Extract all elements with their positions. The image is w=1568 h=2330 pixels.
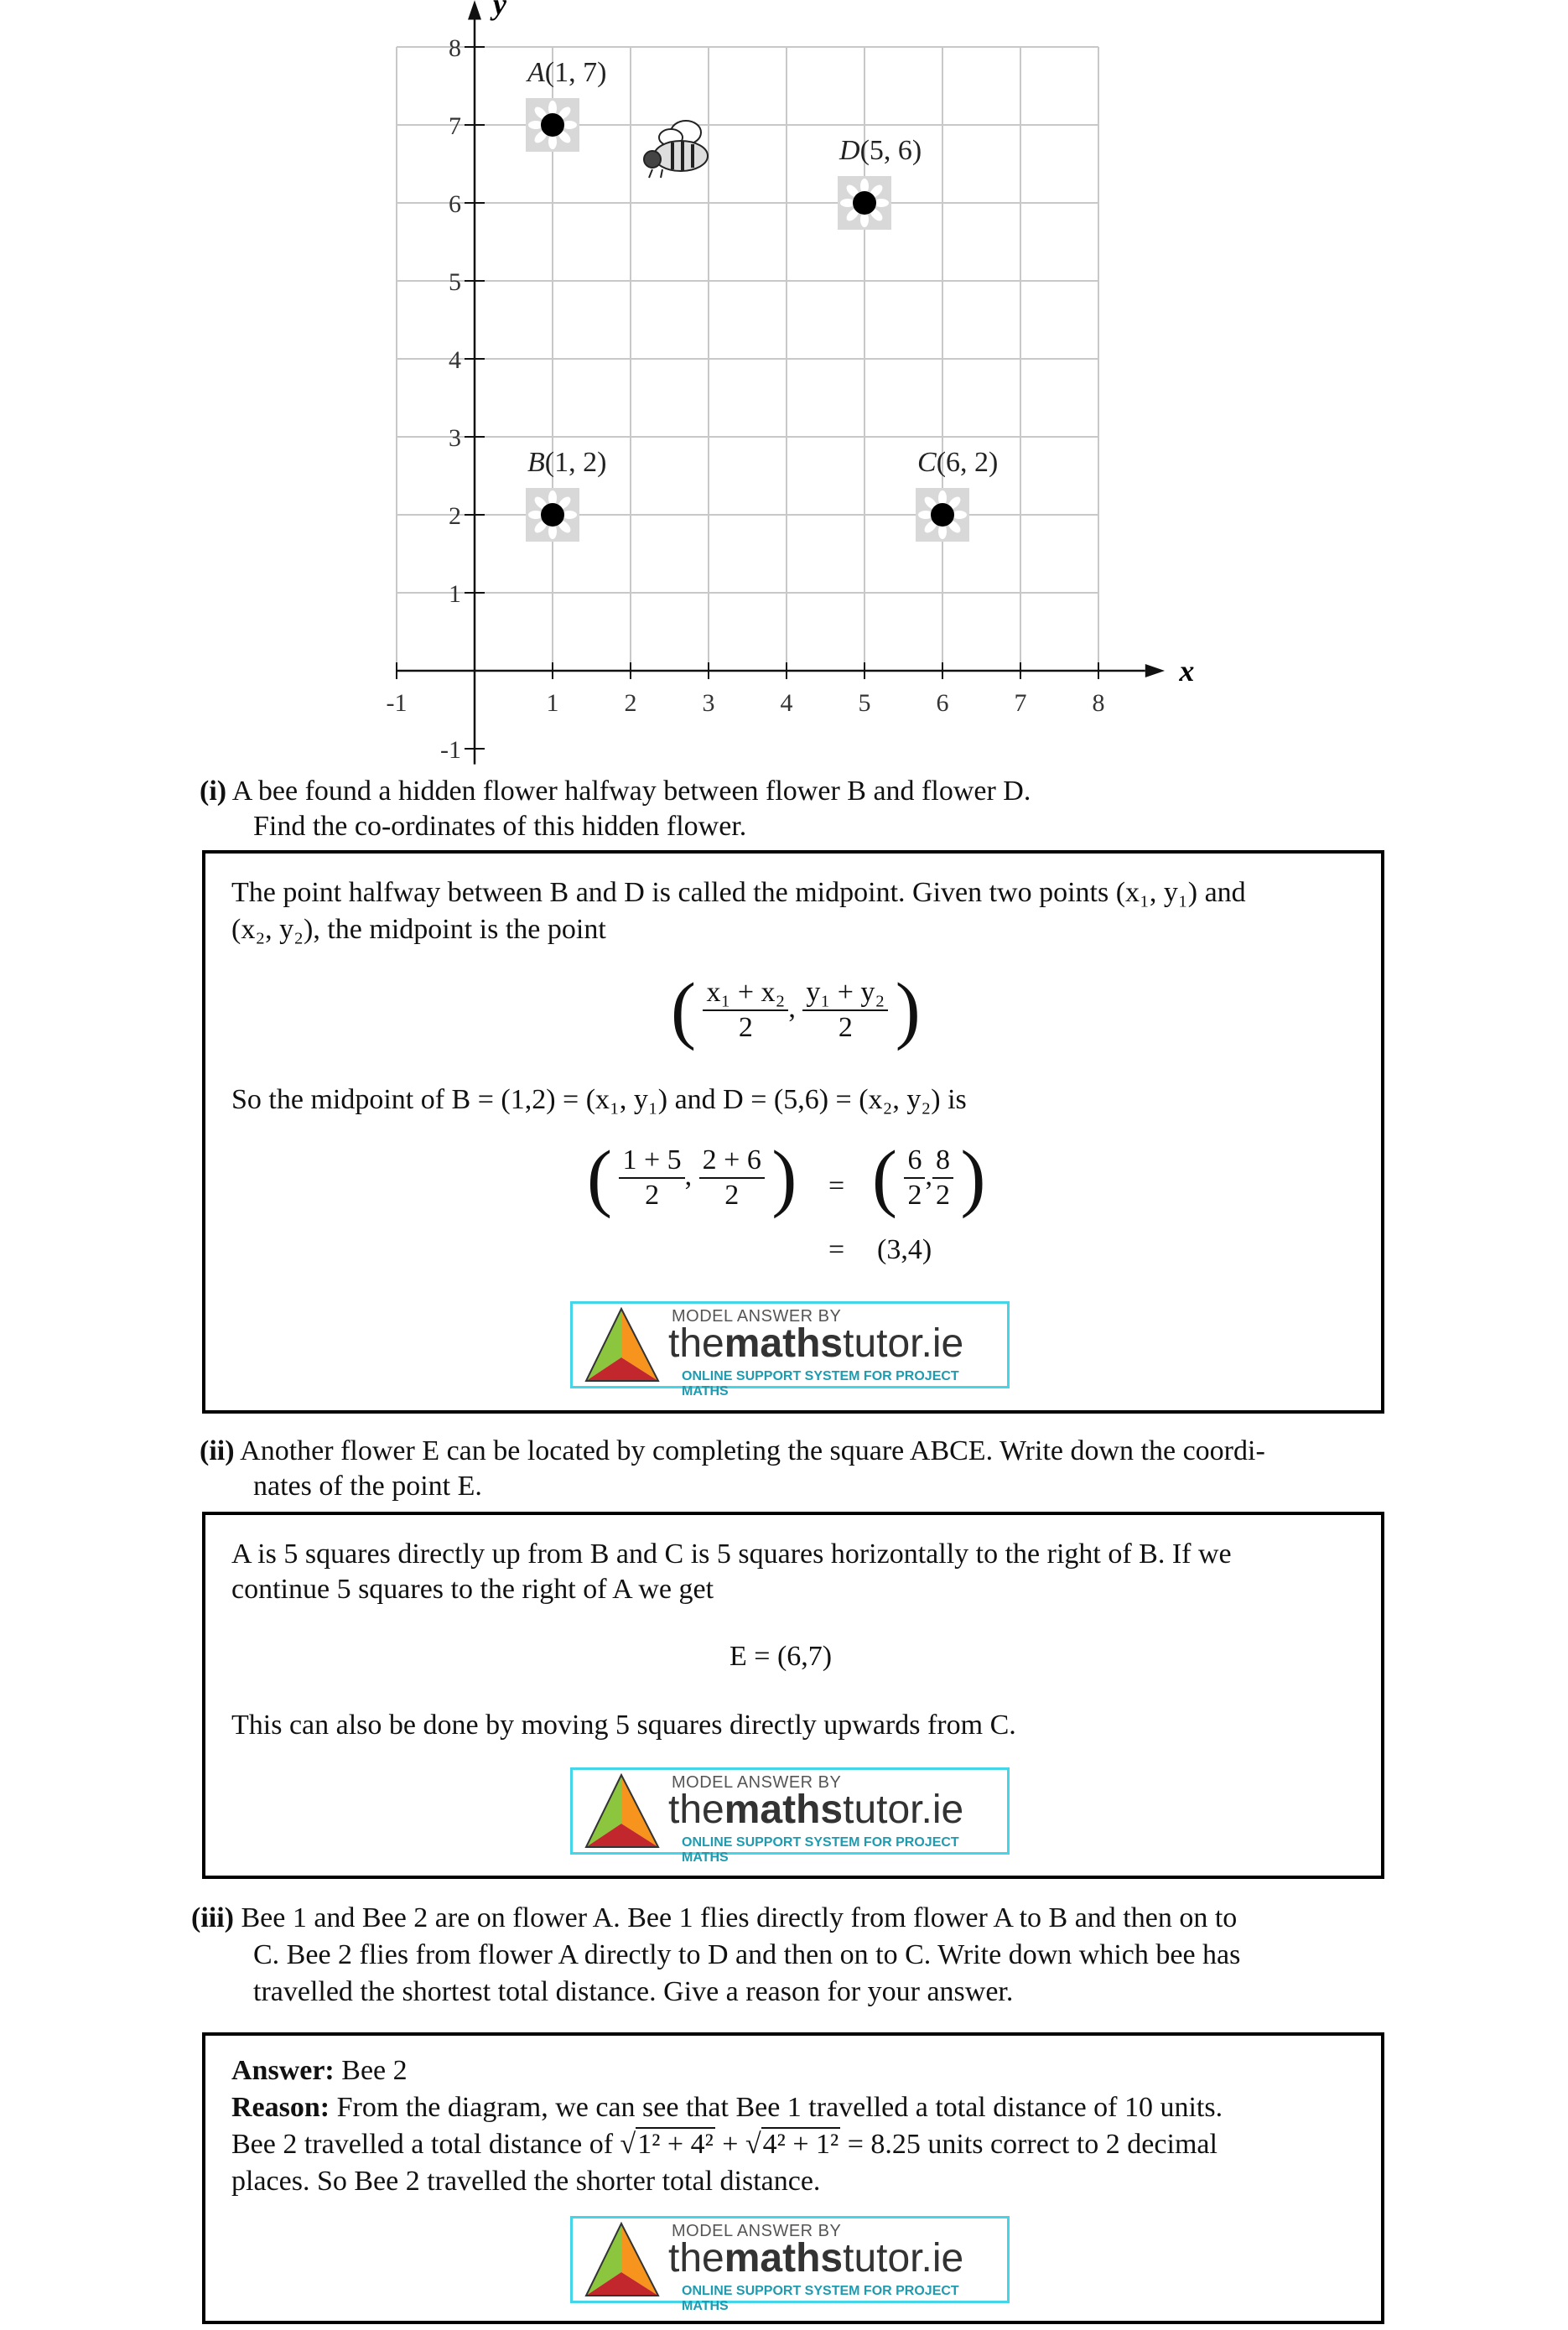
midpoint-simplified: ( $\frac{6}{2}$ , $\frac{8}{2}$ ) <box>872 1136 986 1219</box>
answer-ii-equation: E = (6,7) <box>729 1641 833 1672</box>
brand-part: maths <box>724 1321 844 1366</box>
triangle-logo-icon <box>579 1773 663 1850</box>
answer-ii-line1: A is 5 squares directly up from B and C is 5 squares horizontally to the right of B. If we <box>231 1539 1232 1570</box>
paren-right: ) <box>771 1136 797 1219</box>
brand-part: maths <box>724 2236 844 2281</box>
model-answer-logo <box>570 1767 1010 1865</box>
denominator: 2 <box>935 1180 950 1211</box>
x-tick-label: 6 <box>936 689 949 717</box>
numerator: 6 <box>904 1144 925 1179</box>
numerator: x₁ + x₂ <box>703 976 788 1011</box>
paren-left: ( <box>671 968 696 1051</box>
y-tick-label: 1 <box>449 580 461 608</box>
denominator: 2 <box>724 1180 740 1211</box>
coordinate-grid-chart <box>0 0 1568 788</box>
answer-iii-answer <box>231 2052 408 2089</box>
fraction-y <box>932 1144 953 1212</box>
sqrt-term: 4² + 1² <box>762 2129 839 2160</box>
axes <box>397 0 1165 764</box>
fraction-x <box>703 976 788 1045</box>
text: = 8.25 units correct to 2 decimal <box>847 2129 1218 2160</box>
x-tick-label: 3 <box>702 689 715 717</box>
sqrt-term: 1² + 4² <box>637 2129 714 2160</box>
answer-i-line1: The point halfway between B and D is called the midpoint. Given two points (x₁, y₁) and <box>231 877 1246 908</box>
y-tick-label: 4 <box>449 346 461 374</box>
x-tick-label: 4 <box>780 689 793 717</box>
bee-icon <box>644 121 708 178</box>
brand-part: tutor.ie <box>843 1321 964 1366</box>
model-answer-logo <box>570 1301 1010 1399</box>
answer-iii-line2: Bee 2 travelled a total distance of √1² + 4² + √4² + 1² = 8.25 units correct to 2 decimal <box>231 2129 1218 2160</box>
denominator: 2 <box>907 1180 922 1211</box>
numerator: 1 + 5 <box>619 1144 684 1179</box>
fraction-y <box>802 976 888 1045</box>
point-label: D(5, 6) <box>839 135 922 166</box>
logo-brand <box>668 1321 963 1367</box>
question-i <box>200 773 1031 810</box>
question-i-line2: Find the co-ordinates of this hidden flower. <box>253 811 747 842</box>
data-point <box>541 113 564 137</box>
reason-label: Reason: <box>231 2092 330 2123</box>
logo-tagline: ONLINE SUPPORT SYSTEM FOR PROJECT MATHS <box>682 2284 959 2313</box>
y-axis-arrow <box>468 0 481 19</box>
question-ii <box>200 1433 1265 1470</box>
logo-brand <box>668 2235 963 2281</box>
brand-part: maths <box>724 1788 844 1832</box>
midpoint-formula: ( $\frac{\text{x₁ + x₂}}{2}$ , $\frac{\text{y₁ + y₂}}{2}$ ) <box>671 968 921 1051</box>
equals-sign: = <box>828 1234 845 1265</box>
paren-left: ( <box>872 1136 897 1219</box>
midpoint-result: (3,4) <box>877 1234 932 1265</box>
logo-tagline: ONLINE SUPPORT SYSTEM FOR PROJECT MATHS <box>682 1835 959 1865</box>
logo-caption: MODEL ANSWER BY <box>672 1773 842 1792</box>
plus-sign: + <box>722 2129 739 2160</box>
y-tick-label: -1 <box>440 736 461 764</box>
answer-iii-reason <box>231 2089 1223 2126</box>
point-label: C(6, 2) <box>917 447 999 478</box>
data-point <box>541 503 564 527</box>
question-number: (iii) <box>191 1902 234 1933</box>
logo-tagline: ONLINE SUPPORT SYSTEM FOR PROJECT MATHS <box>682 1369 959 1399</box>
model-answer-logo <box>570 2216 1010 2313</box>
logo-brand <box>668 1787 963 1833</box>
y-tick-label: 7 <box>449 112 461 140</box>
denominator: 2 <box>838 1012 853 1043</box>
data-points <box>526 57 998 542</box>
equals-sign: = <box>828 1170 845 1201</box>
brand-part: tutor.ie <box>843 2236 964 2281</box>
answer-value: Bee 2 <box>341 2055 408 2086</box>
numerator: 2 + 6 <box>699 1144 765 1179</box>
question-iii <box>191 1900 1237 1937</box>
midpoint-calculation: ( $\frac{1 + 5}{2}$ , $\frac{2 + 6}{2}$ ) <box>587 1136 797 1219</box>
question-iii-line2: C. Bee 2 flies from flower A directly to D and then on to C. Write down which bee has <box>253 1939 1241 1970</box>
question-ii-line2: nates of the point E. <box>253 1471 482 1502</box>
tick-labels <box>387 0 1195 764</box>
paren-right: ) <box>960 1136 986 1219</box>
x-tick-label: 2 <box>624 689 637 717</box>
y-tick-label: 8 <box>449 34 461 62</box>
logo-caption: MODEL ANSWER BY <box>672 1307 842 1326</box>
data-point <box>853 191 876 215</box>
y-tick-label: 6 <box>449 190 461 218</box>
brand-part: the <box>668 1788 724 1832</box>
question-text: A bee found a hidden flower halfway between flower B and flower D. <box>231 776 1031 807</box>
numerator: 8 <box>932 1144 953 1179</box>
x-tick-label: 5 <box>858 689 871 717</box>
answer-iii-line3: places. So Bee 2 travelled the shorter total distance. <box>231 2166 821 2197</box>
paren-right: ) <box>895 968 921 1051</box>
brand-part: the <box>668 2236 724 2281</box>
question-iii-line3: travelled the shortest total distance. Give a reason for your answer. <box>253 1976 1014 2007</box>
fraction-y <box>699 1144 765 1212</box>
data-point <box>931 503 954 527</box>
question-number: (ii) <box>200 1435 235 1466</box>
x-tick-label: 7 <box>1014 689 1027 717</box>
point-label: B(1, 2) <box>527 447 607 478</box>
y-tick-label: 5 <box>449 268 461 296</box>
answer-i-line2: (x₂, y₂), the midpoint is the point <box>231 914 606 945</box>
numerator: y₁ + y₂ <box>802 976 888 1011</box>
x-axis-label: x <box>1179 654 1195 688</box>
point-label: A(1, 7) <box>527 57 607 88</box>
fraction-x <box>619 1144 684 1212</box>
x-tick-label: -1 <box>386 689 408 717</box>
y-axis-label: y <box>493 0 506 21</box>
brand-part: the <box>668 1321 724 1366</box>
y-tick-label: 3 <box>449 424 461 452</box>
answer-label: Answer: <box>231 2055 335 2086</box>
y-tick-label: 2 <box>449 502 461 530</box>
brand-part: tutor.ie <box>843 1788 964 1832</box>
x-tick-label: 8 <box>1092 689 1105 717</box>
triangle-logo-icon <box>579 1307 663 1384</box>
paren-left: ( <box>587 1136 612 1219</box>
text: Bee 2 travelled a total distance of <box>231 2129 614 2160</box>
triangle-logo-icon <box>579 2222 663 2299</box>
reason-text: From the diagram, we can see that Bee 1 travelled a total distance of 10 units. <box>336 2092 1223 2123</box>
logo-caption: MODEL ANSWER BY <box>672 2222 842 2240</box>
denominator: 2 <box>738 1012 753 1043</box>
answer-ii-line2: continue 5 squares to the right of A we get <box>231 1574 714 1605</box>
answer-i-line3: So the midpoint of B = (1,2) = (x₁, y₁) and D = (5,6) = (x₂, y₂) is <box>231 1084 967 1115</box>
x-axis-arrow <box>1145 664 1165 677</box>
question-number: (i) <box>200 776 227 807</box>
fraction-x <box>904 1144 925 1212</box>
x-tick-label: 1 <box>546 689 559 717</box>
question-text: Bee 1 and Bee 2 are on flower A. Bee 1 flies directly from flower A to B and then on to <box>241 1902 1238 1933</box>
denominator: 2 <box>645 1180 660 1211</box>
question-text: Another flower E can be located by completing the square ABCE. Write down the coordi- <box>240 1435 1265 1466</box>
grid-lines <box>397 47 1098 671</box>
answer-ii-line3: This can also be done by moving 5 squares directly upwards from C. <box>231 1710 1016 1741</box>
